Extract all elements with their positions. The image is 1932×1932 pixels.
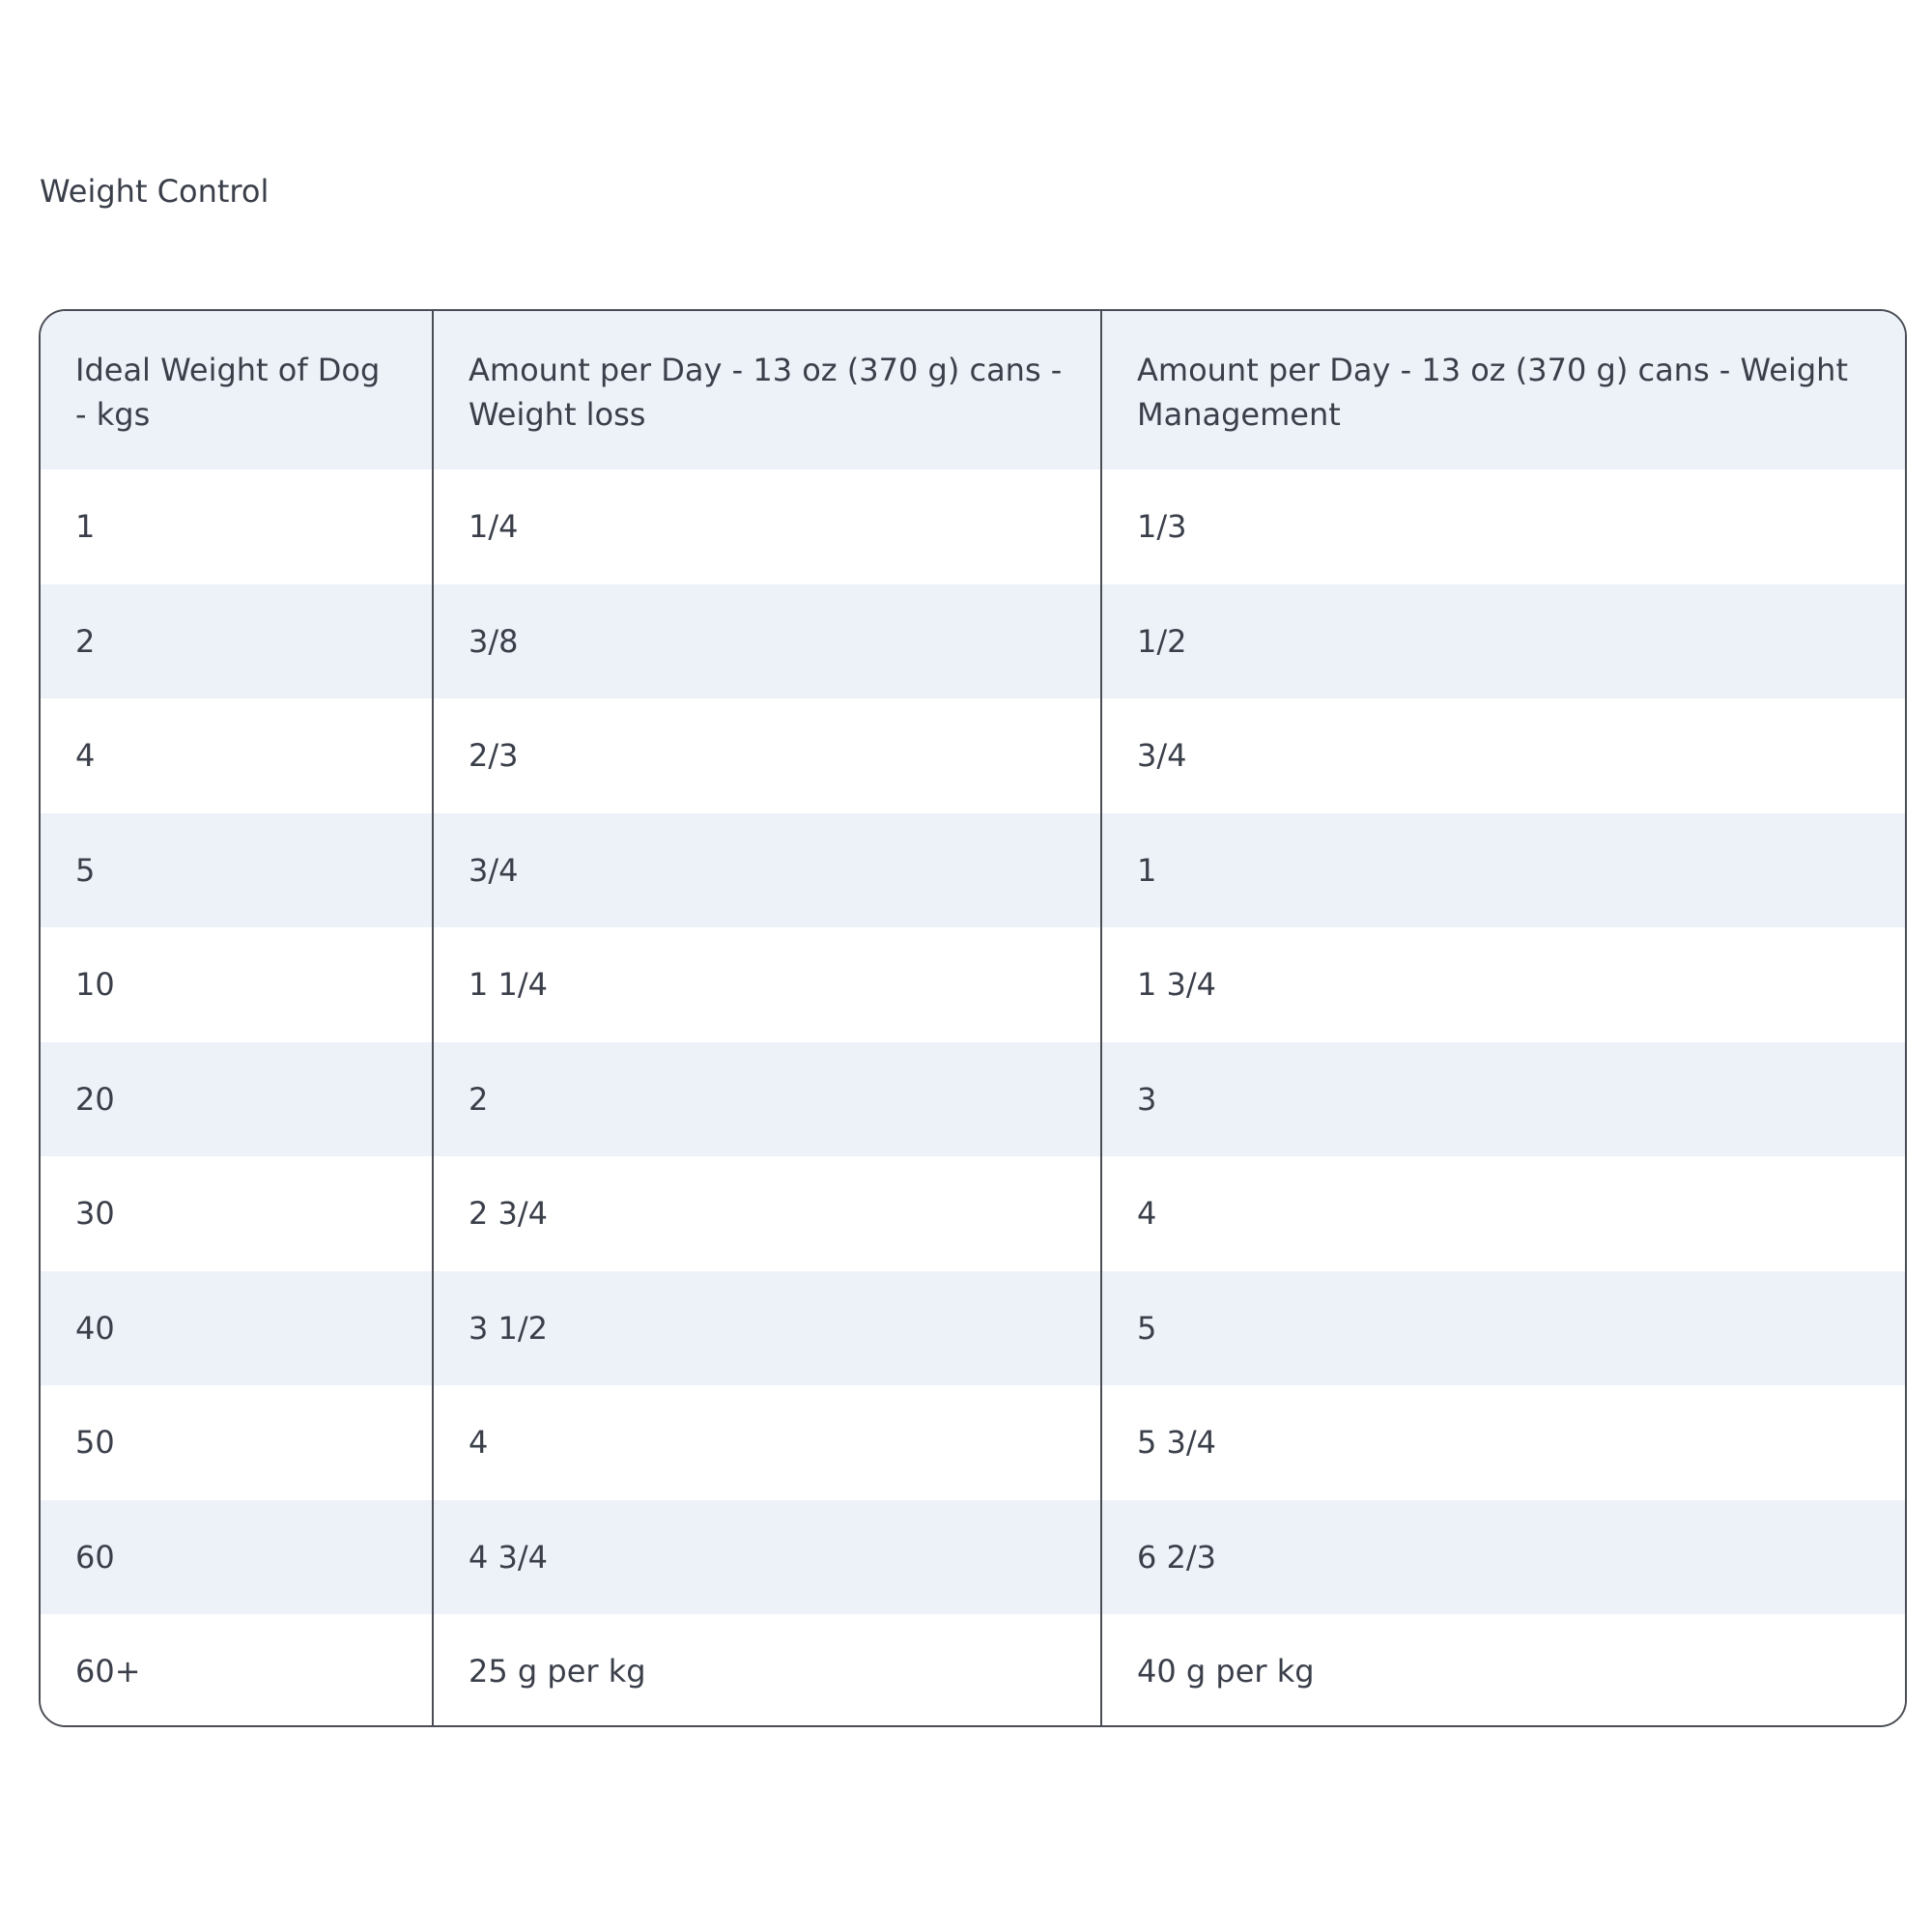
feeding-table <box>41 311 1905 1727</box>
cell-weight-management: 4 <box>1101 1156 1905 1271</box>
cell-ideal-weight: 10 <box>75 966 115 1004</box>
table-row <box>41 1042 1905 1157</box>
cell-weight-management: 3 <box>1101 1042 1905 1157</box>
cell-weight-loss: 2 <box>433 1042 1101 1157</box>
cell-weight-loss: 3/4 <box>433 813 1101 928</box>
cell-weight-management: 40 g per kg <box>1101 1614 1905 1727</box>
cell-ideal-weight: 5 <box>75 851 96 889</box>
table-row <box>41 1271 1905 1386</box>
cell-weight-loss: 2/3 <box>433 698 1101 813</box>
table-row <box>41 1385 1905 1500</box>
cell-weight-management: 1/3 <box>1101 469 1905 584</box>
column-header-weight-management: Amount per Day - 13 oz (370 g) cans - Weight Management <box>1101 311 1905 469</box>
column-header-weight-loss: Amount per Day - 13 oz (370 g) cans - Weight loss <box>433 311 1101 469</box>
table-header-row <box>41 311 1905 469</box>
page-title: Weight Control <box>40 173 270 210</box>
cell-weight-management: 5 <box>1101 1271 1905 1386</box>
table-row <box>41 584 1905 699</box>
cell-weight-management: 1/2 <box>1101 584 1905 699</box>
cell-ideal-weight: 40 <box>75 1309 115 1347</box>
cell-weight-management: 1 3/4 <box>1101 927 1905 1042</box>
cell-weight-loss: 25 g per kg <box>433 1614 1101 1727</box>
feeding-table-container <box>39 309 1907 1727</box>
cell-weight-loss: 3 1/2 <box>433 1271 1101 1386</box>
cell-ideal-weight: 4 <box>75 737 96 775</box>
table-row <box>41 469 1905 584</box>
cell-weight-loss: 4 <box>433 1385 1101 1500</box>
cell-ideal-weight: 1 <box>75 508 96 546</box>
cell-weight-management: 3/4 <box>1101 698 1905 813</box>
table-row <box>41 927 1905 1042</box>
cell-ideal-weight: 30 <box>75 1195 115 1233</box>
cell-weight-loss: 1/4 <box>433 469 1101 584</box>
table-row <box>41 813 1905 928</box>
cell-ideal-weight: 60 <box>75 1538 115 1576</box>
cell-weight-loss: 4 3/4 <box>433 1500 1101 1615</box>
table-row <box>41 1500 1905 1615</box>
table-row <box>41 1156 1905 1271</box>
cell-ideal-weight: 2 <box>75 622 96 660</box>
cell-weight-loss: 3/8 <box>433 584 1101 699</box>
cell-weight-loss: 1 1/4 <box>433 927 1101 1042</box>
table-header <box>41 311 1905 469</box>
table-body <box>41 469 1905 1727</box>
cell-weight-management: 6 2/3 <box>1101 1500 1905 1615</box>
column-header-ideal-weight: Ideal Weight of Dog - kgs <box>75 352 381 433</box>
cell-ideal-weight: 50 <box>75 1424 115 1462</box>
cell-ideal-weight: 60+ <box>75 1653 141 1690</box>
table-row <box>41 1614 1905 1727</box>
cell-weight-loss: 2 3/4 <box>433 1156 1101 1271</box>
cell-weight-management: 5 3/4 <box>1101 1385 1905 1500</box>
cell-weight-management: 1 <box>1101 813 1905 928</box>
table-row <box>41 698 1905 813</box>
cell-ideal-weight: 20 <box>75 1080 115 1118</box>
